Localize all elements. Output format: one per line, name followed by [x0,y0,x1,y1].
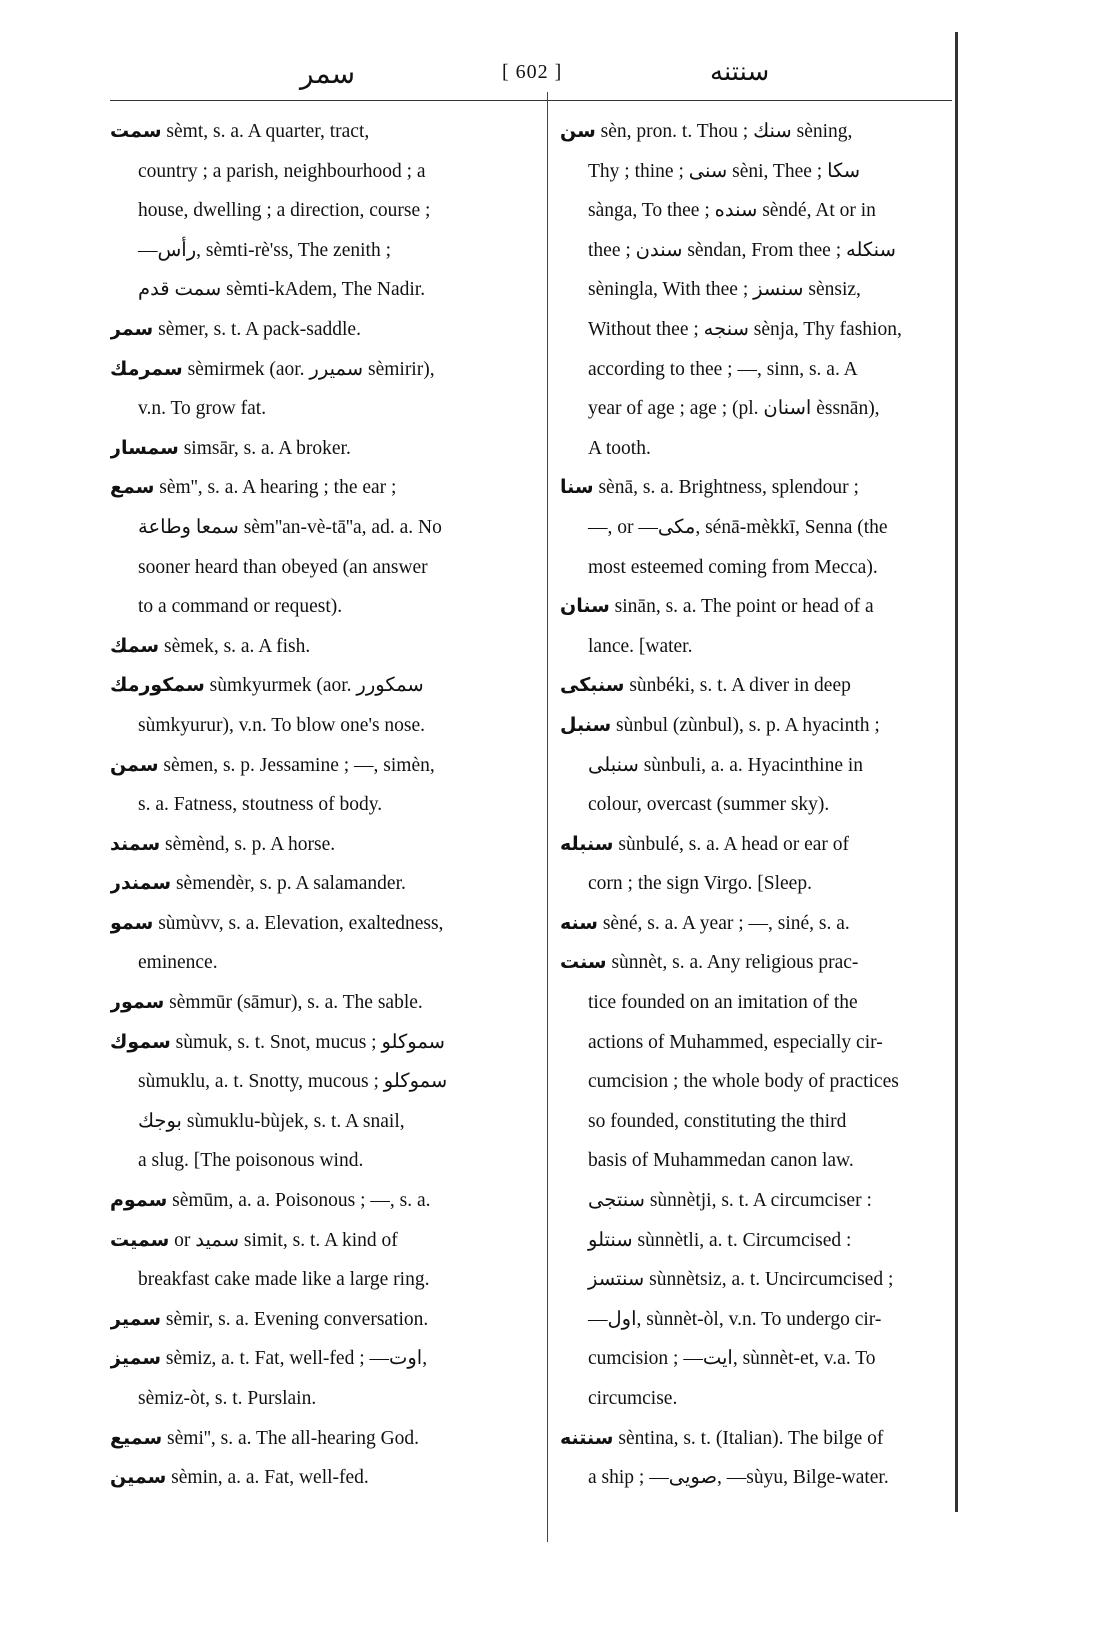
entry-continuation [110,191,535,231]
entry-headline [110,825,535,865]
entry-text: —, or —مكى, sénā-mèkkī, Senna (the [588,516,888,538]
right-column [560,112,945,1498]
entry-continuation [560,1062,945,1102]
dictionary-entry [560,825,945,904]
entry-arabic-headword: سمو [110,911,154,934]
dictionary-entry [110,627,535,667]
dictionary-entry [110,1419,535,1459]
entry-text: سمعا وطاعة sèm''an-vè-tā''a, ad. a. No [138,516,442,538]
entry-text: sèmmūr (sāmur), s. a. The sable. [169,992,423,1014]
entry-continuation [560,270,945,310]
entry-continuation [560,1339,945,1379]
entry-headline [110,1419,535,1459]
dictionary-entry [110,1339,535,1418]
entry-text: sèn, pron. t. Thou ; سنك sèning, [600,121,853,142]
entry-arabic-headword: سمرمك [110,357,183,380]
entry-arabic-headword: سنتنه [560,1426,614,1449]
entry-headline [560,666,945,706]
entry-headline [110,904,535,944]
entry-headline [560,468,945,508]
entry-arabic-headword: سنان [560,595,610,618]
entry-arabic-headword: سمكورمك [110,674,205,697]
entry-arabic-headword: سمن [110,753,159,776]
entry-continuation [110,943,535,983]
entry-text: colour, overcast (summer sky). [588,794,830,816]
entry-text: breakfast cake made like a large ring. [138,1269,430,1291]
entry-text: sèmiz-òt, s. t. Purslain. [138,1388,317,1409]
entry-text: بوجك sùmuklu-bùjek, s. t. A snail, [138,1110,405,1132]
entry-text: sùmkyurmek (aor. سمكورر [209,675,424,697]
entry-text: sùnbul (zùnbul), s. p. A hyacinth ; [616,714,880,736]
entry-continuation [560,1300,945,1340]
entry-continuation [110,1379,535,1419]
entry-text: sèmir, s. a. Evening conversation. [165,1308,429,1330]
dictionary-entry [560,904,945,944]
entry-continuation [110,785,535,825]
entry-arabic-headword: سنا [560,476,594,499]
entry-headline [110,1300,535,1340]
dictionary-entry [560,666,945,706]
entry-text: cumcision ; the whole body of practices [588,1071,899,1093]
entry-text: sànga, To thee ; سنده sèndé, At or in [588,200,876,222]
entry-arabic-headword: سمند [110,832,161,855]
entry-text: lance. [water. [588,635,693,657]
entry-text: tice founded on an imitation of the [588,992,858,1014]
entry-text: actions of Muhammed, especially cir- [588,1031,883,1053]
header-left-word: سمر [300,57,356,90]
entry-continuation [560,746,945,786]
entry-text: سنتجى sùnnètji, s. t. A circumciser : [588,1190,872,1212]
entry-text: sèmendèr, s. p. A salamander. [175,873,406,895]
entry-text: sùnbulé, s. a. A head or ear of [618,833,850,855]
entry-text: sèné, s. a. A year ; —, siné, s. a. [602,912,850,934]
entry-continuation [110,1102,535,1142]
entry-text: according to thee ; —, sinn, s. a. A [588,358,858,380]
entry-headline [560,112,945,152]
page-number: [ 602 ] [502,61,563,83]
entry-text: sèmek, s. a. A fish. [164,635,311,657]
entry-continuation [110,389,535,429]
entry-arabic-headword: سمير [110,1307,161,1330]
entry-headline [560,587,945,627]
entry-continuation [560,983,945,1023]
entry-arabic-headword: سنبكى [560,674,625,697]
entry-arabic-headword: سمك [110,634,160,657]
dictionary-entry [110,983,535,1023]
entry-continuation [560,191,945,231]
entry-text: sùnbéki, s. t. A diver in deep [629,675,851,697]
column-divider [547,92,548,1542]
entry-continuation [560,1023,945,1063]
dictionary-entry [110,746,535,825]
entry-text: سمت قدم sèmti-kAdem, The Nadir. [138,279,426,301]
entry-continuation [110,231,535,271]
entry-text: sùmùvv, s. a. Elevation, exaltedness, [158,912,444,934]
entry-headline [110,666,535,706]
entry-text: corn ; the sign Virgo. [Sleep. [588,873,812,895]
entry-continuation [560,508,945,548]
entry-arabic-headword: سموم [110,1189,168,1212]
entry-text: thee ; سندن sèndan, From thee ; سنكله [588,239,896,261]
dictionary-entry [110,429,535,469]
entry-headline [110,112,535,152]
dictionary-entry [110,1458,535,1498]
entry-text: sèmènd, s. p. A horse. [165,833,336,855]
entry-headline [110,310,535,350]
entry-continuation [560,1102,945,1142]
entry-arabic-headword: سمت [110,120,162,142]
page-header [110,55,950,95]
entry-continuation [110,508,535,548]
dictionary-entry [560,943,945,1418]
entry-text: so founded, constituting the third [588,1110,847,1132]
entry-arabic-headword: سميز [110,1347,161,1370]
dictionary-entry [110,468,535,626]
entry-text: sèmi'', s. a. The all-hearing God. [167,1427,420,1449]
entry-text: a ship ; —صويى, —sùyu, Bilge-water. [588,1467,889,1489]
entry-text: cumcision ; —ايت, sùnnèt-et, v.a. To [588,1348,876,1370]
entry-text: circumcise. [588,1388,678,1409]
entry-text: country ; a parish, neighbourhood ; a [138,160,426,182]
entry-text: v.n. To grow fat. [138,398,267,420]
dictionary-entry [560,1419,945,1498]
entry-arabic-headword: سن [560,120,596,142]
entry-continuation [560,1141,945,1181]
left-column [110,112,535,1498]
entry-headline [110,1023,535,1063]
entry-headline [560,825,945,865]
entry-text: sèmer, s. t. A pack-saddle. [158,318,361,340]
entry-text: house, dwelling ; a direction, course ; [138,200,431,222]
entry-continuation [560,627,945,667]
entry-text: sèntina, s. t. (Italian). The bilge of [618,1427,884,1449]
dictionary-entry [560,112,945,468]
entry-headline [110,1458,535,1498]
entry-arabic-headword: سمين [110,1466,167,1489]
entry-continuation [110,548,535,588]
entry-text: sènā, s. a. Brightness, splendour ; [598,477,859,499]
entry-continuation [560,1379,945,1419]
entry-text: سنبلى sùnbuli, a. a. Hyacinthine in [588,754,864,776]
entry-headline [110,983,535,1023]
entry-text: s. a. Fatness, stoutness of body. [138,794,383,816]
entry-continuation [560,864,945,904]
entry-text: or سميد simit, s. t. A kind of [174,1229,398,1251]
entry-text: —رأس, sèmti-rè'ss, The zenith ; [138,239,391,261]
entry-text: sèmiz, a. t. Fat, well-fed ; —اوت, [165,1348,428,1370]
entry-text: simsār, s. a. A broker. [183,437,351,459]
entry-arabic-headword: سنبله [560,832,614,855]
entry-headline [110,746,535,786]
dictionary-entry [110,350,535,429]
entry-continuation [110,1141,535,1181]
dictionary-entry [110,1300,535,1340]
entry-headline [560,943,945,983]
entry-continuation [560,231,945,271]
entry-arabic-headword: سميع [110,1426,163,1449]
entry-text: سنتلو sùnnètli, a. t. Circumcised : [588,1229,852,1251]
entry-text: sinān, s. a. The point or head of a [614,596,874,618]
dictionary-entry [110,1221,535,1300]
entry-text: —اول, sùnnèt-òl, v.n. To undergo cir- [588,1308,882,1330]
entry-continuation [110,1062,535,1102]
entry-continuation [560,785,945,825]
entry-text: sùnnèt, s. a. Any religious prac- [611,952,859,974]
entry-continuation [110,706,535,746]
entry-arabic-headword: سمر [110,317,154,340]
header-right-word: سنتنه [710,57,770,87]
entry-headline [110,1181,535,1221]
entry-headline [110,864,535,904]
entry-headline [110,429,535,469]
entry-text: sùmkyurur), v.n. To blow one's nose. [138,714,426,736]
entry-text: eminence. [138,952,218,974]
entry-continuation [110,152,535,192]
entry-arabic-headword: سمع [110,476,155,499]
entry-arabic-headword: سنه [560,911,598,934]
entry-continuation [560,350,945,390]
entry-text: سنتسز sùnnètsiz, a. t. Uncircumcised ; [588,1269,894,1291]
entry-text: to a command or request). [138,596,343,618]
entry-text: basis of Muhammedan canon law. [588,1150,854,1172]
entry-headline [110,1339,535,1379]
entry-text: sèm'', s. a. A hearing ; the ear ; [159,477,397,499]
entry-arabic-headword: سنبل [560,713,612,736]
entry-text: sèmen, s. p. Jessamine ; —, simèn, [163,754,435,776]
dictionary-entry [110,310,535,350]
dictionary-entry [110,666,535,745]
entry-headline [560,904,945,944]
entry-text: sùmuk, s. t. Snot, mucus ; سموكلو [175,1031,445,1053]
dictionary-entry [110,1181,535,1221]
entry-continuation [110,270,535,310]
page-edge-rule [955,32,958,1512]
entry-text: most esteemed coming from Mecca). [588,556,878,578]
entry-text: sùmuklu, a. t. Snotty, mucous ; سموكلو [138,1071,448,1093]
entry-text: year of age ; age ; (pl. اسنان èssnān), [588,398,880,420]
entry-continuation [560,429,945,469]
entry-text: A tooth. [588,437,651,459]
entry-text: sèmirmek (aor. سميرر sèmirir), [187,358,435,380]
entry-headline [110,468,535,508]
entry-arabic-headword: سموك [110,1030,171,1053]
dictionary-entry [560,706,945,825]
entry-text: sèningla, With thee ; سنسز sènsiz, [588,279,861,301]
dictionary-entry [110,864,535,904]
entry-text: Without thee ; سنجه sènja, Thy fashion, [588,318,902,340]
entry-continuation [560,548,945,588]
entry-headline [110,627,535,667]
entry-continuation [560,1260,945,1300]
entry-arabic-headword: سمندر [110,872,172,895]
dictionary-entry [560,587,945,666]
entry-text: a slug. [The poisonous wind. [138,1150,364,1172]
entry-text: sèmt, s. a. A quarter, tract, [166,121,370,142]
entry-headline [110,1221,535,1261]
entry-text: sèmūm, a. a. Poisonous ; —, s. a. [172,1190,431,1212]
entry-continuation [560,1458,945,1498]
entry-continuation [560,1181,945,1221]
dictionary-entry [110,112,535,310]
entry-arabic-headword: سميت [110,1228,170,1251]
entry-headline [560,1419,945,1459]
entry-text: sèmin, a. a. Fat, well-fed. [171,1467,369,1489]
entry-text: sooner heard than obeyed (an answer [138,556,428,578]
dictionary-entry [110,825,535,865]
entry-arabic-headword: سمور [110,991,165,1014]
dictionary-entry [560,468,945,587]
entry-arabic-headword: سمسار [110,436,179,459]
entry-arabic-headword: سنت [560,951,607,974]
entry-continuation [110,1260,535,1300]
entry-headline [110,350,535,390]
dictionary-entry [110,1023,535,1181]
entry-continuation [560,310,945,350]
entry-continuation [560,1221,945,1261]
dictionary-entry [110,904,535,983]
entry-continuation [560,389,945,429]
entry-headline [560,706,945,746]
entry-text: Thy ; thine ; سنى sèni, Thee ; سكا [588,160,861,182]
entry-continuation [110,587,535,627]
entry-continuation [560,152,945,192]
header-rule [110,100,952,101]
